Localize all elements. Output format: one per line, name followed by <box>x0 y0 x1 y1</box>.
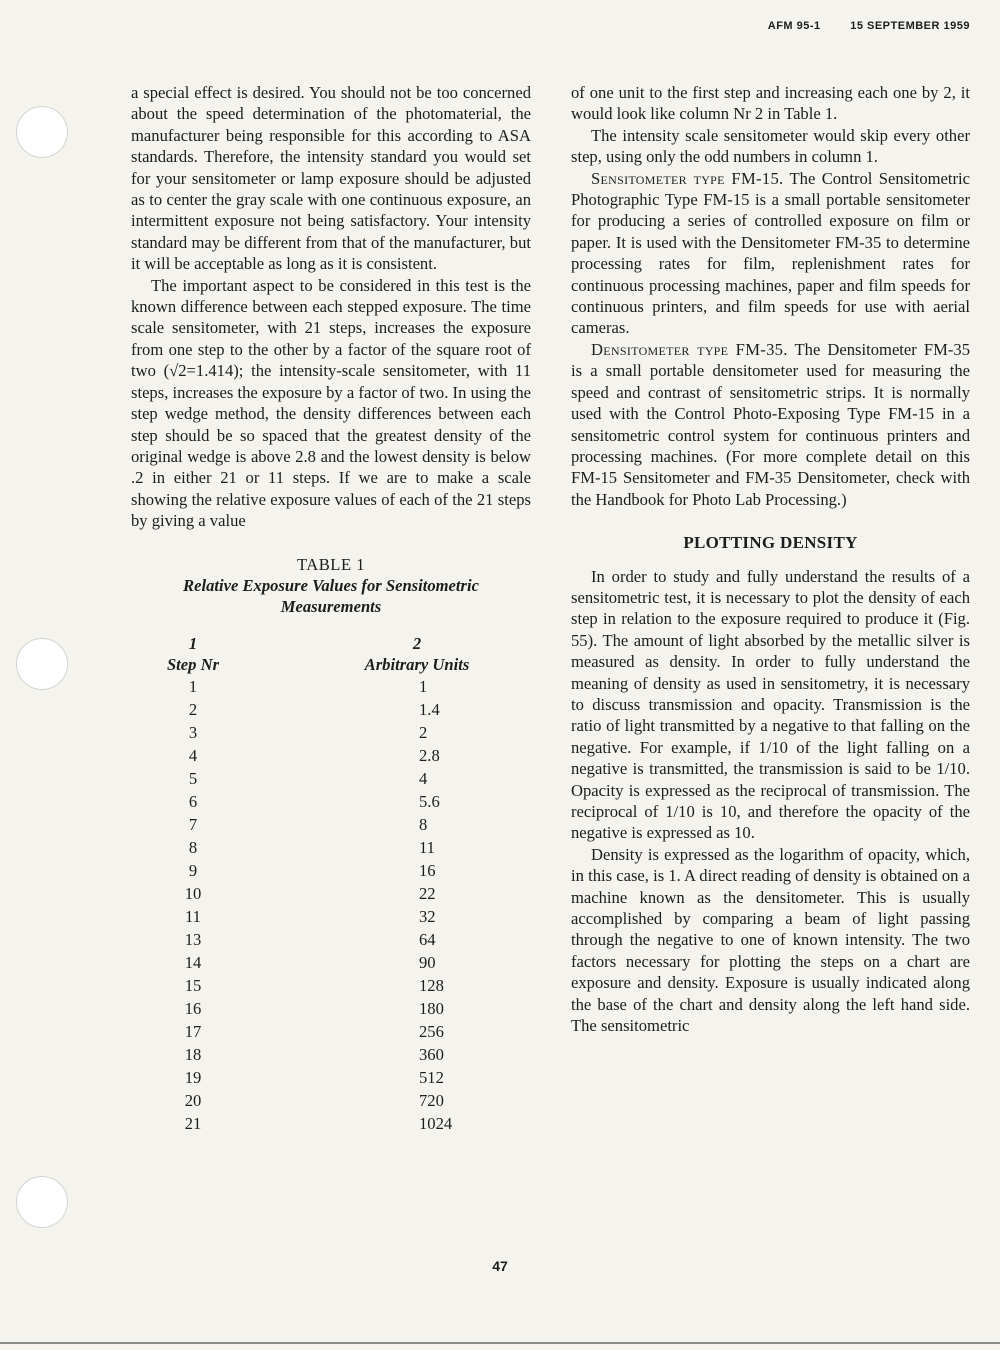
table-row <box>131 721 531 744</box>
step-number-cell: 1 <box>188 676 198 696</box>
arbitrary-units-cell: 32 <box>419 906 436 926</box>
table-row <box>131 974 531 997</box>
paragraph: a special effect is desired. You should not be too concerned about the speed determination of the photomaterial, the manufacturer being responsible for this according to ASA standards. Therefore, the intensity standard you would set for your sensitometer or lamp exposure should be adjusted as to center the gray scale with one continuous exposure, an intermittent exposure not being satisfactory. Your intensity standard may be different from that of the manufacturer, but it will be acceptable as long as it is consistent. <box>131 83 531 274</box>
table-row <box>131 1112 531 1135</box>
step-number-cell: 10 <box>184 883 202 903</box>
column-number: 2 <box>412 633 422 653</box>
table-row <box>131 836 531 859</box>
arbitrary-units-cell: 5.6 <box>419 791 440 811</box>
table-row <box>131 1043 531 1066</box>
table-row <box>131 813 531 836</box>
arbitrary-units-cell: 11 <box>419 837 435 857</box>
arbitrary-units-cell: 90 <box>419 952 436 972</box>
arbitrary-units-cell: 720 <box>419 1090 444 1110</box>
step-number-cell: 21 <box>184 1113 202 1133</box>
table-row <box>131 790 531 813</box>
arbitrary-units-cell: 4 <box>419 768 428 788</box>
step-number-cell: 20 <box>184 1090 202 1110</box>
arbitrary-units-cell: 64 <box>419 929 436 949</box>
column-header-step: Step Nr <box>166 654 220 674</box>
arbitrary-units-cell: 16 <box>419 860 436 880</box>
document-id: AFM 95-1 <box>767 20 821 32</box>
step-number-cell: 18 <box>184 1044 202 1064</box>
arbitrary-units-cell: 128 <box>419 975 444 995</box>
arbitrary-units-cell: 1.4 <box>419 699 440 719</box>
running-header <box>742 20 970 32</box>
arbitrary-units-cell: 22 <box>419 883 436 903</box>
run-in-heading: Sensitometer type FM-15. <box>591 168 784 188</box>
table-row <box>131 698 531 721</box>
table-label: TABLE 1 <box>296 554 366 574</box>
column-header-units: Arbitrary Units <box>364 654 470 674</box>
step-number-cell: 11 <box>185 906 201 926</box>
table-row <box>131 951 531 974</box>
paragraph: In order to study and fully understand the results of a sensitometric test, it is necessary to plot the density of each step in relation to the exposure required to produce it (Fig. 55). The amount of light absorbed by the metallic silver is measured as density. In order to fully understand the meaning of density as used in sensitometry, it is necessary to discuss transmission and opacity. Transmission is the ratio of light transmitted by a negative to that falling on the negative. For example, if 1/10 of the light falling on a negative is transmitted, the transmission is said to be 1/10. Opacity is expressed as the reciprocal of transmission. The reciprocal of 1/10 is 10, and therefore the opacity of the negative is expressed as 10. <box>571 566 970 843</box>
table-row <box>131 859 531 882</box>
arbitrary-units-cell: 180 <box>419 998 444 1018</box>
punch-hole <box>16 1176 68 1228</box>
paragraph: The important aspect to be considered in this test is the known difference between each stepped exposure. The time scale sensitometer, with 21 steps, increases the exposure from one step to the other by a factor of the square root of two (√2=1.414); the intensity-scale sensitometer, with 11 steps, increases the exposure by a factor of two. In using the step wedge method, the density differences between each step should be so spaced that the greatest density of the original wedge is above 2.8 and the lowest density is below .2 in either 21 or 11 steps. If we are to make a scale showing the relative exposure values of each of the 21 steps by giving a value <box>131 275 531 531</box>
step-number-cell: 15 <box>184 975 202 995</box>
section-heading: PLOTTING DENSITY <box>683 533 858 553</box>
page-edge <box>0 1342 1000 1344</box>
step-number-cell: 9 <box>188 860 198 880</box>
paragraph <box>571 339 970 510</box>
arbitrary-units-cell: 256 <box>419 1021 444 1041</box>
page-number: 47 <box>492 1258 508 1274</box>
table-block <box>131 554 531 1135</box>
step-number-cell: 19 <box>184 1067 202 1087</box>
table-row <box>131 882 531 905</box>
table-row <box>131 744 531 767</box>
table-row <box>131 767 531 790</box>
arbitrary-units-cell: 8 <box>419 814 428 834</box>
table-row <box>131 905 531 928</box>
table-row <box>131 675 531 698</box>
step-number-cell: 6 <box>188 791 198 811</box>
arbitrary-units-cell: 1024 <box>419 1113 453 1133</box>
step-number-cell: 5 <box>188 768 198 788</box>
step-number-cell: 17 <box>184 1021 202 1041</box>
step-number-cell: 4 <box>188 745 198 765</box>
punch-hole <box>16 638 68 690</box>
run-in-heading: Densitometer type FM-35. <box>591 339 788 359</box>
document-date: 15 SEPTEMBER 1959 <box>850 20 970 32</box>
paragraph: of one unit to the first step and increasing each one by 2, it would look like column Nr 2 in Table 1. <box>571 83 970 124</box>
paragraph <box>571 168 970 339</box>
table-row <box>131 928 531 951</box>
paragraph: The intensity scale sensitometer would skip every other step, using only the odd numbers in column 1. <box>571 125 970 167</box>
step-number-cell: 7 <box>188 814 198 834</box>
step-number-cell: 3 <box>188 722 198 742</box>
exposure-table <box>131 633 531 1135</box>
column-number: 1 <box>188 633 198 653</box>
arbitrary-units-cell: 360 <box>419 1044 444 1064</box>
table-row <box>131 1089 531 1112</box>
arbitrary-units-cell: 1 <box>419 676 428 696</box>
table-row <box>131 1020 531 1043</box>
step-number-cell: 13 <box>184 929 202 949</box>
arbitrary-units-cell: 2.8 <box>419 745 440 765</box>
table-row <box>131 1066 531 1089</box>
punch-hole <box>16 106 68 158</box>
left-column <box>131 82 531 1135</box>
paragraph-body: The Control Sensitometric Photographic Type FM-15 is a small portable sensitometer for producing a series of controlled exposure on film or paper. It is used with the Densitometer FM-35 to determine processing rates for film, replenishment rates for continuous processing machines, paper and film speeds for continuous printers, and film speeds for use with aerial cameras. <box>571 168 970 338</box>
table-body <box>131 675 531 1135</box>
arbitrary-units-cell: 2 <box>419 722 428 742</box>
paragraph-body: The Densitometer FM-35 is a small portable densitometer used for measuring the speed and contrast of sensitometric strips. It is normally used with the Control Photo-Exposing Type FM-15 in a sensitometric control system for continuous printers and processing machines. (For more complete detail on this FM-15 Sensitometer and FM-35 Densitometer, check with the Handbook for Photo Lab Processing.) <box>571 339 970 509</box>
arbitrary-units-cell: 512 <box>419 1067 444 1087</box>
step-number-cell: 8 <box>188 837 198 857</box>
step-number-cell: 16 <box>184 998 202 1018</box>
table-caption: Relative Exposure Values for Sensitometric Measurements <box>183 575 479 616</box>
right-column <box>571 82 970 1036</box>
step-number-cell: 14 <box>184 952 202 972</box>
step-number-cell: 2 <box>188 699 198 719</box>
paragraph: Density is expressed as the logarithm of opacity, which, in this case, is 1. A direct reading of density is obtained on a machine known as the densitometer. This is usually accomplished by comparing a beam of light passing through the negative to one of known intensity. The two factors necessary for plotting the steps on a chart are exposure and density. Exposure is usually indicated along the base of the chart and density along the left hand side. The sensitometric <box>571 844 970 1036</box>
table-row <box>131 997 531 1020</box>
